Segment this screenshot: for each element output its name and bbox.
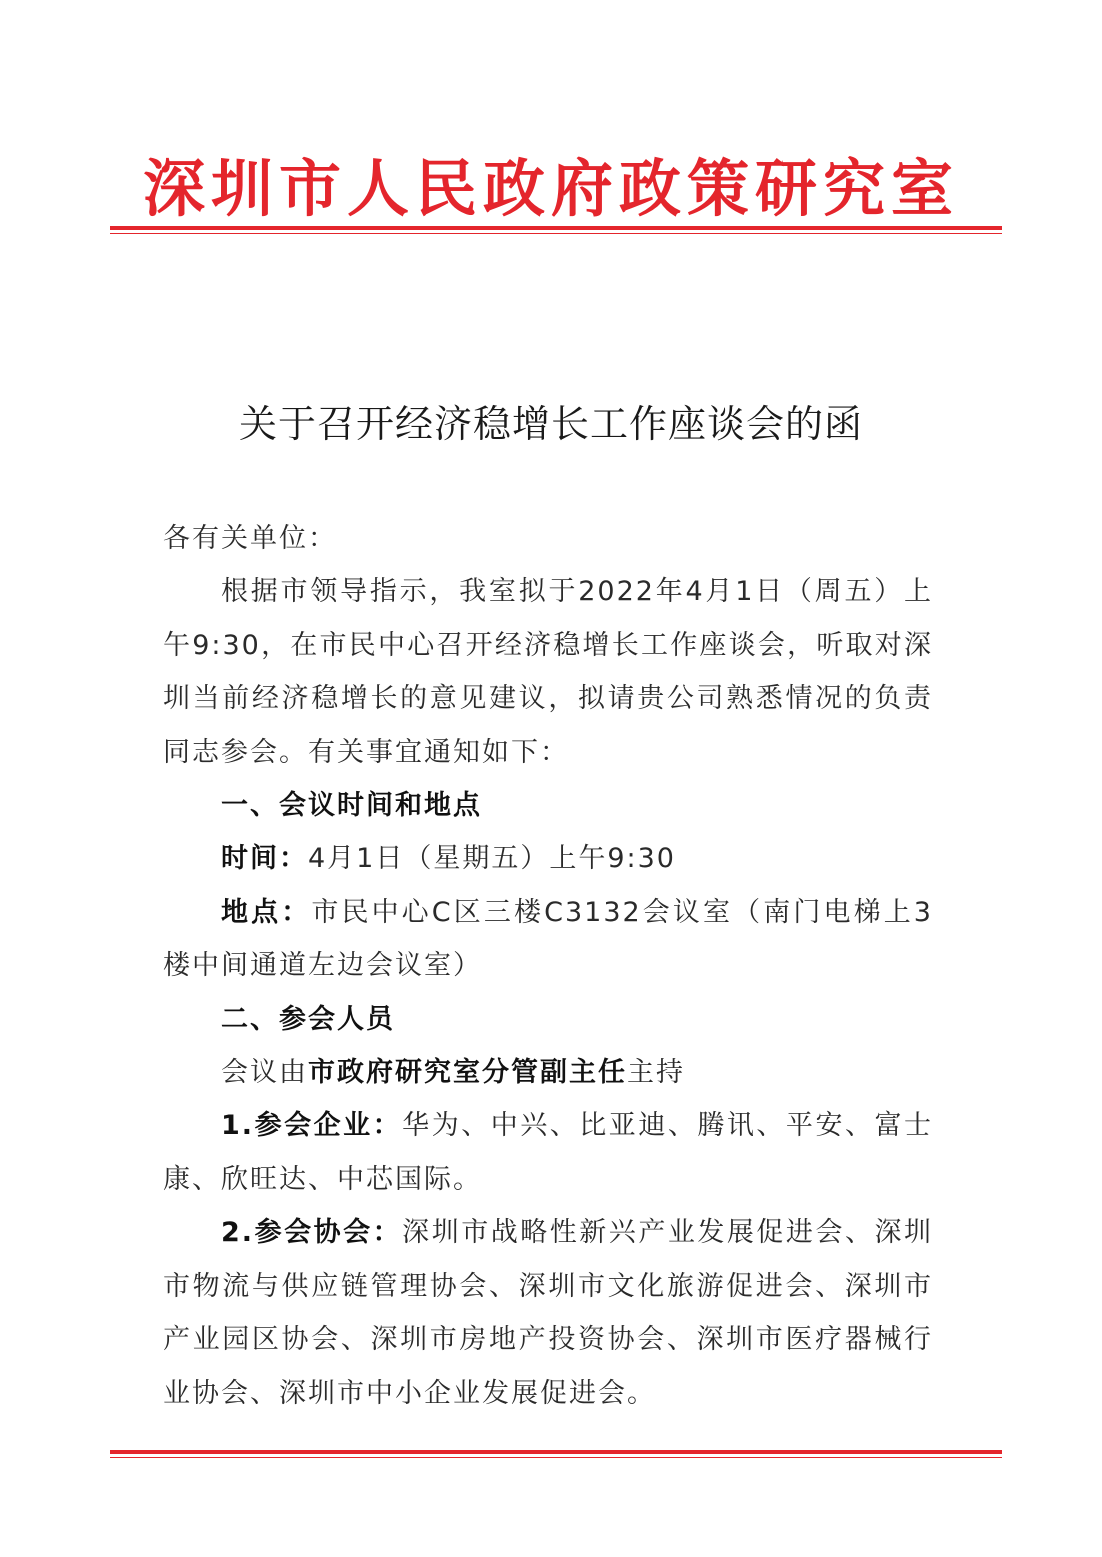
- time-label: 时间：: [221, 843, 308, 875]
- footer-thick-line: [110, 1450, 1002, 1454]
- intro-paragraph: 根据市领导指示，我室拟于2022年4月1日（周五）上午9:30，在市民中心召开经济稳增长工作座谈会，听取对深圳当前经济稳增长的意见建议，拟请贵公司熟悉情况的负责同志参会。有关事宜通知如下：: [163, 576, 933, 768]
- companies-label: 1.参会企业：: [221, 1110, 403, 1142]
- companies-value: 华为、中兴、比亚迪、腾讯、平安、富士康、欣旺达、中芯国际。: [163, 1110, 934, 1195]
- place-label: 地点：: [221, 896, 312, 928]
- divider-thick-line: [110, 226, 1002, 230]
- divider-thin-line: [110, 233, 1002, 234]
- host-suffix: 主持: [627, 1057, 685, 1089]
- document-body: [163, 512, 933, 1420]
- meeting-host: [163, 1046, 933, 1099]
- host-prefix: 会议由: [221, 1057, 308, 1089]
- time-value: 4月1日（星期五）上午9:30: [308, 843, 676, 875]
- footer-thin-line: [110, 1457, 1002, 1458]
- host-name: 市政府研究室分管副主任: [308, 1057, 627, 1089]
- section-2-heading: 二、参会人员: [221, 1003, 395, 1035]
- associations-value: 深圳市战略性新兴产业发展促进会、深圳市物流与供应链管理协会、深圳市文化旅游促进会、深圳市产业园区协会、深圳市房地产投资协会、深圳市医疗器械行业协会、深圳市中小企业发展促进会。: [163, 1217, 934, 1409]
- section-1-heading: 一、会议时间和地点: [221, 790, 482, 822]
- letterhead-org-name: 深圳市人民政府政策研究室: [142, 152, 959, 225]
- associations-label: 2.参会协会：: [221, 1217, 403, 1249]
- participating-companies: [163, 1099, 933, 1206]
- meeting-time: [163, 832, 933, 885]
- place-value: 市民中心C区三楼C3132会议室（南门电梯上3楼中间通道左边会议室）: [163, 896, 933, 982]
- meeting-place: [163, 886, 933, 993]
- letterhead-divider: [110, 226, 1002, 234]
- participating-associations: [163, 1206, 933, 1420]
- document-title: 关于召开经济稳增长工作座谈会的函: [238, 402, 863, 446]
- footer-divider: [110, 1450, 1002, 1458]
- salutation: 各有关单位：: [163, 523, 337, 554]
